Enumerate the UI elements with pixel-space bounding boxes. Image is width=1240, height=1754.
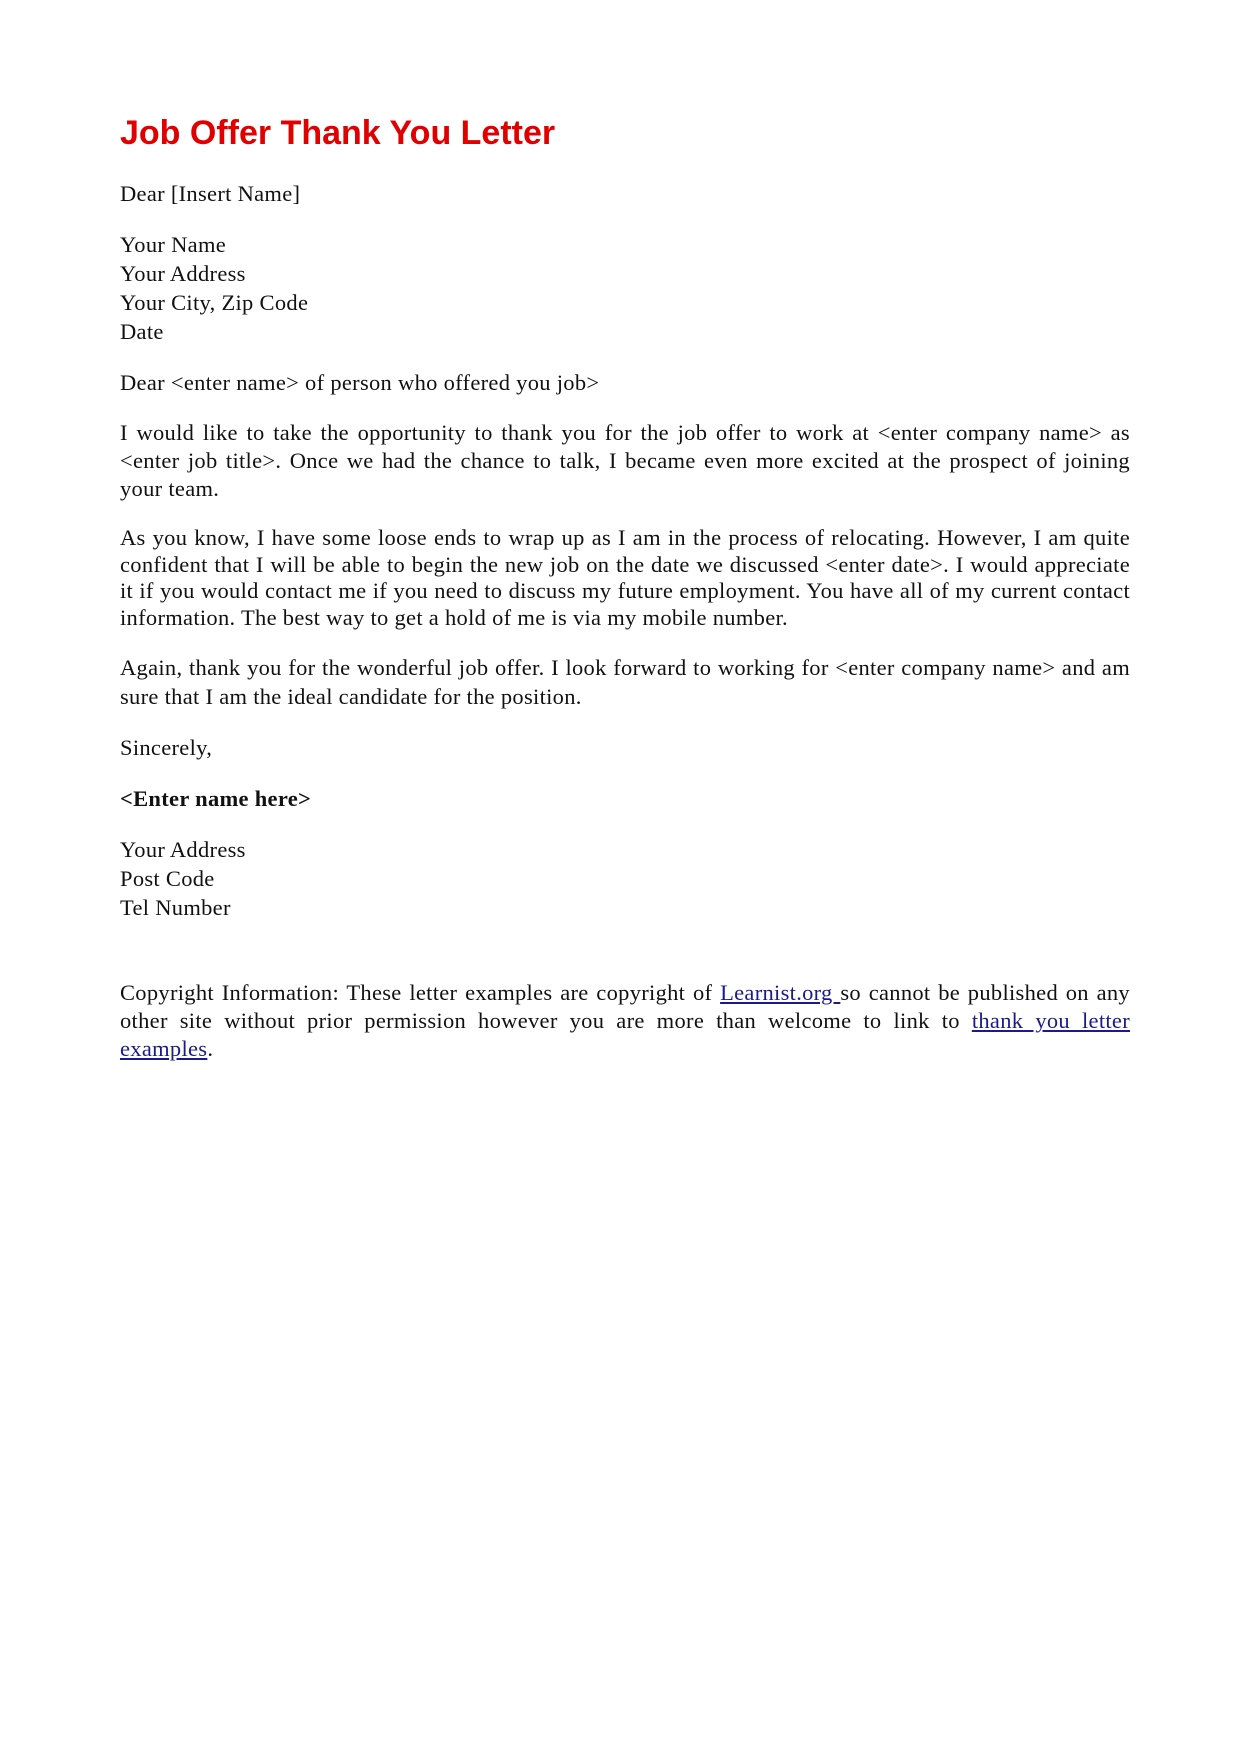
learnist-link[interactable]: Learnist.org bbox=[720, 980, 841, 1006]
sender-city-zip: Your City, Zip Code bbox=[120, 290, 309, 315]
footer-tel: Tel Number bbox=[120, 895, 231, 921]
sender-date: Date bbox=[120, 319, 164, 344]
closing: Sincerely, bbox=[120, 735, 213, 761]
copyright-prefix: Copyright Information: These letter examples are copyright of bbox=[120, 980, 721, 1006]
paragraph-3: Again, thank you for the wonderful job offer. I look forward to working for <enter company name> and am sure that I am the ideal candidate for the position. bbox=[120, 655, 1130, 710]
footer-address: Your Address bbox=[120, 837, 246, 863]
signature-name: <Enter name here> bbox=[120, 786, 312, 812]
copyright-suffix: . bbox=[207, 1036, 214, 1062]
copyright-info bbox=[120, 979, 1130, 1063]
thank-you-letter-examples-link[interactable]: thank you letter examples bbox=[120, 1008, 1131, 1062]
paragraph-2: As you know, I have some loose ends to wrap up as I am in the process of relocating. However, I am quite confident that I will be able to begin the new job on the date we discussed <enter date>. I would appreciate it if you would contact me if you need to discuss my future employment. You have all of my current contact information. The best way to get a hold of me is via my mobile number. bbox=[120, 525, 1130, 630]
sender-name: Your Name bbox=[120, 232, 227, 257]
copyright-middle: so cannot be published on any other site without prior permission however you are more than welcome to link to bbox=[120, 980, 1130, 1034]
footer-post-code: Post Code bbox=[120, 866, 215, 892]
sender-address-block bbox=[120, 230, 1130, 346]
greeting-top: Dear [Insert Name] bbox=[120, 181, 301, 206]
sender-address: Your Address bbox=[120, 261, 246, 286]
salutation: Dear <enter name> of person who offered you job> bbox=[120, 370, 600, 395]
letter-content bbox=[120, 114, 1130, 1063]
paragraph-1: I would like to take the opportunity to thank you for the job offer to work at <enter company name> as <enter job title>. Once we had the chance to talk, I became even more excited at the prospect of joining your team. bbox=[120, 420, 1130, 501]
footer-contact-block bbox=[120, 835, 1130, 922]
page-title: Job Offer Thank You Letter bbox=[120, 114, 556, 152]
